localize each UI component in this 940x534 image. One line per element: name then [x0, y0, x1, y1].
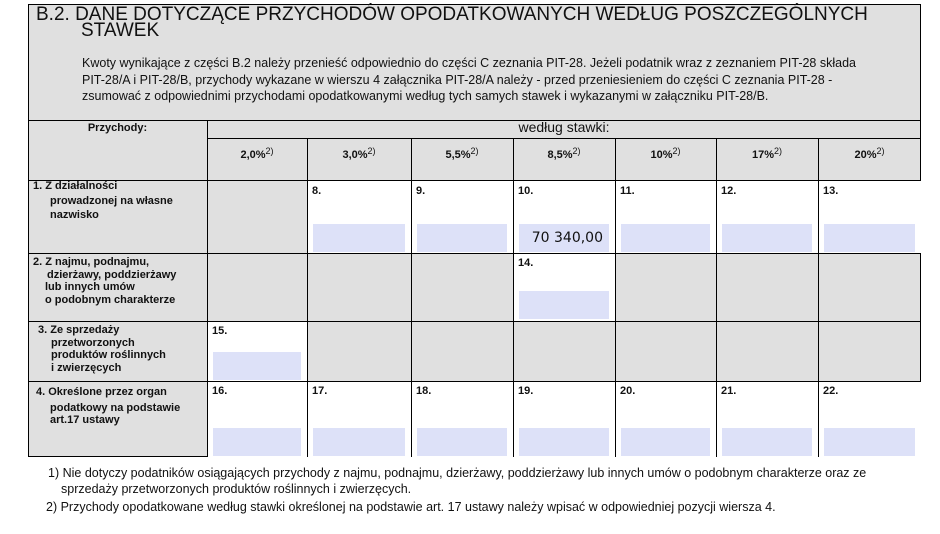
rate-label: 2,0%	[240, 149, 266, 161]
row-label-line: o podobnym charakterze	[45, 293, 176, 306]
row-label-line: 3. Ze sprzedaży	[38, 324, 120, 336]
row-label-line: art.17 ustawy	[50, 414, 120, 426]
grid-line	[411, 138, 412, 457]
field-19-input[interactable]	[519, 428, 609, 456]
row-label-line: podatkowy na podstawie	[50, 401, 181, 414]
field-17-input[interactable]	[313, 428, 405, 456]
field-number: 19.	[518, 385, 534, 397]
intro-line: PIT-28/A i PIT-28/B, przychody wykazane w wierszu 4 załącznika PIT-28/A należy - przed przeniesieniem do części C zeznania PIT-28 -	[82, 72, 833, 87]
rate-header-20	[818, 146, 921, 161]
field-number: 16.	[212, 385, 228, 397]
grid-line	[28, 381, 921, 382]
rate-label: 10%	[650, 149, 673, 161]
field-cell-19	[513, 381, 615, 457]
field-cell-12	[716, 181, 818, 253]
grid-line	[28, 253, 921, 254]
field-cell-11	[615, 181, 716, 253]
row-label-line: nazwisko	[50, 209, 99, 221]
field-18-input[interactable]	[417, 428, 507, 456]
footnote-ref: 2)	[470, 146, 479, 156]
grid-line	[615, 138, 616, 457]
field-16-input[interactable]	[213, 428, 301, 456]
field-number: 20.	[620, 385, 636, 397]
grid-line	[207, 120, 208, 457]
intro-text	[82, 55, 912, 105]
field-number: 10.	[518, 185, 534, 197]
footnote-ref: 2)	[876, 146, 885, 156]
section-title-line2: STAWEK	[81, 20, 160, 41]
field-22-input[interactable]	[824, 428, 915, 456]
intro-line: zsumować z odpowiednimi przychodami opodatkowanymi według tych samych stawek i wykazanymi w załączniku PIT-28/B.	[82, 89, 769, 103]
grid-line	[28, 321, 921, 322]
rate-label: 17%	[751, 149, 774, 161]
field-8-input[interactable]	[313, 224, 405, 252]
rate-label: 8,5%	[547, 149, 573, 161]
field-number: 12.	[721, 185, 737, 197]
field-number: 15.	[212, 325, 228, 337]
field-cell-20	[615, 381, 716, 457]
section-title-line1: B.2. DANE DOTYCZĄCE PRZYCHODÓW OPODATKOWANYCH WEDŁUG POSZCZEGÓLNYCH	[36, 4, 868, 25]
field-cell-13	[818, 181, 921, 253]
row-label-1	[33, 180, 173, 222]
field-number: 8.	[312, 185, 322, 197]
row-label-line: dzierżawy, poddzierżawy	[47, 268, 177, 281]
row-label-2	[33, 256, 176, 306]
rate-label: 20%	[854, 149, 877, 161]
field-cell-14	[513, 253, 615, 321]
field-number: 9.	[416, 185, 426, 197]
footnote-1	[48, 465, 866, 497]
row-label-line: 4. Określone przez organ	[36, 386, 167, 398]
footnote-ref: 2)	[774, 146, 783, 156]
intro-line: Kwoty wynikające z części B.2 należy przenieść odpowiednio do części C zeznania PIT-28. Jeżeli podatnik wraz z zeznaniem PIT-28 składa	[82, 56, 856, 70]
field-number: 22.	[823, 385, 839, 397]
footnote-ref: 2)	[367, 146, 376, 156]
field-number: 18.	[416, 385, 432, 397]
header-przychody: Przychody:	[87, 122, 148, 134]
row-label-line: produktów roślinnych	[51, 349, 166, 361]
field-20-input[interactable]	[621, 428, 710, 456]
rate-header-10	[615, 146, 716, 161]
row-label-line: prowadzonej na własne	[50, 194, 173, 207]
field-number: 11.	[620, 185, 635, 197]
grid-line	[207, 138, 921, 139]
field-13-input[interactable]	[824, 224, 915, 252]
footnote-1-line1: 1) Nie dotyczy podatników osiągających przychody z najmu, podnajmu, dzierżawy, poddzierżawy lub innych umów o podobnym charakterze oraz ze	[48, 466, 867, 480]
field-cell-21	[716, 381, 818, 457]
field-14-input[interactable]	[519, 291, 609, 319]
field-cell-17	[307, 381, 411, 457]
grid-line	[513, 138, 514, 457]
field-number: 17.	[312, 385, 328, 397]
header-wedlug-stawki: według stawki:	[518, 119, 610, 135]
rate-header-8-5	[513, 146, 615, 161]
section-title	[36, 4, 916, 41]
footnote-ref: 2)	[672, 146, 681, 156]
rate-header-5-5	[411, 146, 513, 161]
grid-line	[716, 138, 717, 457]
rate-header-17	[716, 146, 818, 161]
field-12-input[interactable]	[722, 224, 812, 252]
footnote-ref: 2)	[572, 146, 581, 156]
field-cell-8	[307, 181, 411, 253]
field-11-input[interactable]	[621, 224, 710, 252]
field-number: 13.	[823, 185, 839, 197]
row-label-line: i zwierzęcych	[51, 361, 122, 374]
row-label-line: 2. Z najmu, podnajmu,	[33, 256, 150, 268]
field-cell-18	[411, 381, 513, 457]
grid-line	[307, 138, 308, 457]
field-cell-16	[207, 381, 307, 457]
row-label-line: przetworzonych	[51, 336, 135, 349]
row-label-3	[38, 324, 166, 374]
grid-line	[818, 138, 819, 457]
row-label-line: 1. Z działalności	[33, 180, 118, 192]
field-cell-10	[513, 181, 615, 253]
rate-header-2-0	[207, 146, 307, 161]
rate-header-3-0	[307, 146, 411, 161]
field-cell-15	[207, 321, 307, 381]
field-15-input[interactable]	[213, 352, 301, 380]
field-21-input[interactable]	[722, 428, 812, 456]
footnote-2: 2) Przychody opodatkowane według stawki określonej na podstawie art. 17 ustawy należy wpisać w odpowiedniej pozycji wiersza 4.	[46, 500, 776, 514]
field-number: 21.	[721, 385, 737, 397]
rate-label: 3,0%	[342, 149, 368, 161]
footnote-ref: 2)	[265, 146, 274, 156]
field-cell-9	[411, 181, 513, 253]
field-number: 14.	[518, 257, 534, 269]
footnote-1-line2: sprzedaży przetworzonych produktów roślinnych i zwierzęcych.	[61, 482, 412, 496]
row-label-line: lub innych umów	[45, 281, 135, 293]
field-cell-22	[818, 381, 921, 457]
rate-label: 5,5%	[445, 149, 471, 161]
field-10-input[interactable]: 70 340,00	[519, 224, 609, 252]
field-9-input[interactable]	[417, 224, 507, 252]
row-label-4	[36, 386, 180, 427]
